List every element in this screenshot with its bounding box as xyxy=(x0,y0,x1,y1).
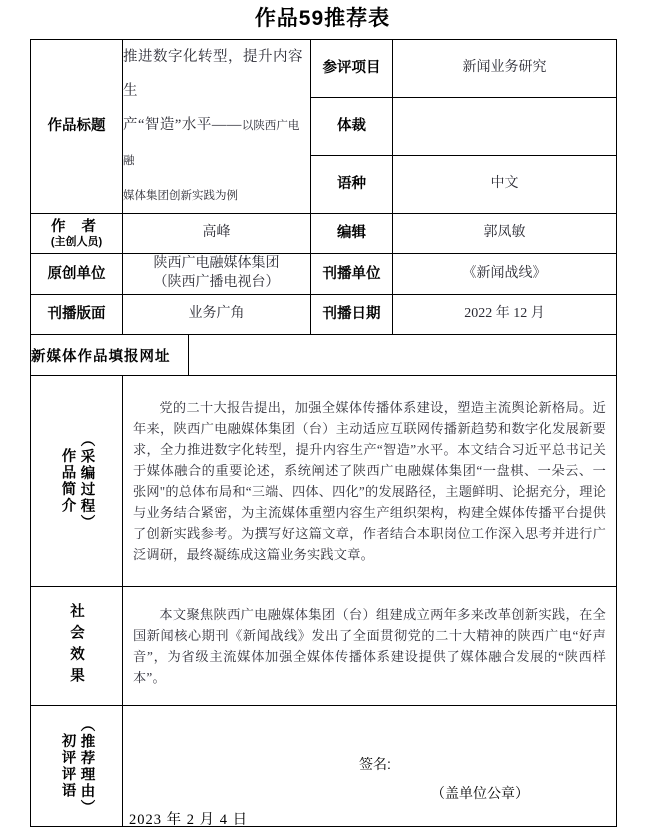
table-row-author xyxy=(31,214,617,254)
value-publish-date: 2022 年 12 月 xyxy=(393,295,617,335)
label-process-brief xyxy=(31,376,123,587)
page-title: 作品59推荐表 xyxy=(254,7,391,30)
signature-area xyxy=(123,707,616,828)
value-origin-unit-line-1: 陕西广电融媒体集团 xyxy=(153,256,280,272)
table-row-publish-section xyxy=(31,295,617,335)
value-new-media-url xyxy=(189,335,617,376)
table-row-recommendation xyxy=(31,706,617,827)
label-recommendation-col-left: 初评评语 xyxy=(59,733,76,799)
table-row-work-title xyxy=(31,40,617,98)
value-recommendation-cell xyxy=(123,706,617,827)
value-origin-unit xyxy=(123,254,311,295)
table-row-new-media-url xyxy=(31,335,617,376)
value-social-effect-cell xyxy=(123,587,617,706)
work-title-line-2: 产“智造”水平—— xyxy=(123,117,242,133)
label-category: 参评项目 xyxy=(311,40,393,98)
value-genre xyxy=(393,98,617,156)
label-publish-unit: 刊播单位 xyxy=(311,254,393,295)
value-social-effect-text: 本文聚焦陕西广电融媒体集团（台）组建成立两年多来改革创新实践，在全国新闻核心期刊《新闻战线》发出了全面贯彻党的二十大精神的陕西广电“好声音”，为省级主流媒体加强全媒体传播体系建设提供了媒体融合发展的“陕西样本”。 xyxy=(133,607,607,685)
label-new-media-url: 新媒体作品填报网址 xyxy=(31,335,189,376)
label-publish-date: 刊播日期 xyxy=(311,295,393,335)
label-recommendation-col-right: （推荐理由） xyxy=(78,716,95,816)
work-title-line-3-sub: 媒体集团创新实践为例 xyxy=(123,190,238,202)
work-title-line-1: 推进数字化转型，提升内容生 xyxy=(123,49,303,99)
label-process-brief-col-right: （采编过程） xyxy=(78,431,95,531)
label-social-effect xyxy=(31,587,123,706)
work-title-line-2-sub: 以陕西广电融 xyxy=(123,120,300,167)
value-editor: 郭凤敏 xyxy=(393,214,617,254)
label-publish-section: 刊播版面 xyxy=(31,295,123,335)
value-language: 中文 xyxy=(393,156,617,214)
label-language: 语种 xyxy=(311,156,393,214)
label-social-effect-text: 社会效果 xyxy=(68,603,84,689)
table-row-social-effect xyxy=(31,587,617,706)
value-category: 新闻业务研究 xyxy=(393,40,617,98)
label-author xyxy=(31,214,123,254)
label-editor: 编辑 xyxy=(311,214,393,254)
table-row-origin-unit xyxy=(31,254,617,295)
label-origin-unit: 原创单位 xyxy=(31,254,123,295)
label-genre: 体裁 xyxy=(311,98,393,156)
label-recommendation xyxy=(31,706,123,827)
value-process-brief-text: 党的二十大报告提出，加强全媒体传播体系建设，塑造主流舆论新格局。近年来，陕西广电融媒体集团（台）主动适应互联网传播新趋势和数字化发展新要求，全力推进数字化转型，提升内容生产“智造”水平。本文结合习近平总书记关于媒体融合的重要论述，系统阐述了陕西广电融媒体集团“一盘棋、一朵云、一张网"的总体布局和“三端、四体、四化”的发展路径，主题鲜明、论据充分，理论与业务结合紧密，为主流媒体重塑内容生产组织架构，构建全媒体传播平台提供了创新实践参考。为撰写好这篇文章，作者结合本职岗位工作深入思考并进行广泛调研，最终凝练成这篇业务实践文章。 xyxy=(133,400,607,562)
label-author-sub: (主创人员) xyxy=(50,235,103,248)
recommendation-form-table xyxy=(30,39,617,827)
table-row-process-brief xyxy=(31,376,617,587)
official-seal-label: （盖单位公章） xyxy=(431,785,529,801)
recommendation-date: 2023 年 2 月 4 日 xyxy=(129,812,249,828)
signature-label: 签名: xyxy=(359,756,391,772)
value-origin-unit-line-2: （陕西广播电视台） xyxy=(153,275,280,290)
value-author: 高峰 xyxy=(123,214,311,254)
value-process-brief-cell xyxy=(123,376,617,587)
value-work-title xyxy=(123,40,311,214)
value-publish-section: 业务广角 xyxy=(123,295,311,335)
label-process-brief-col-left: 作品简介 xyxy=(59,448,76,514)
label-work-title: 作品标题 xyxy=(31,40,123,214)
label-author-main: 作 者 xyxy=(50,218,103,235)
value-publish-unit: 《新闻战线》 xyxy=(393,254,617,295)
